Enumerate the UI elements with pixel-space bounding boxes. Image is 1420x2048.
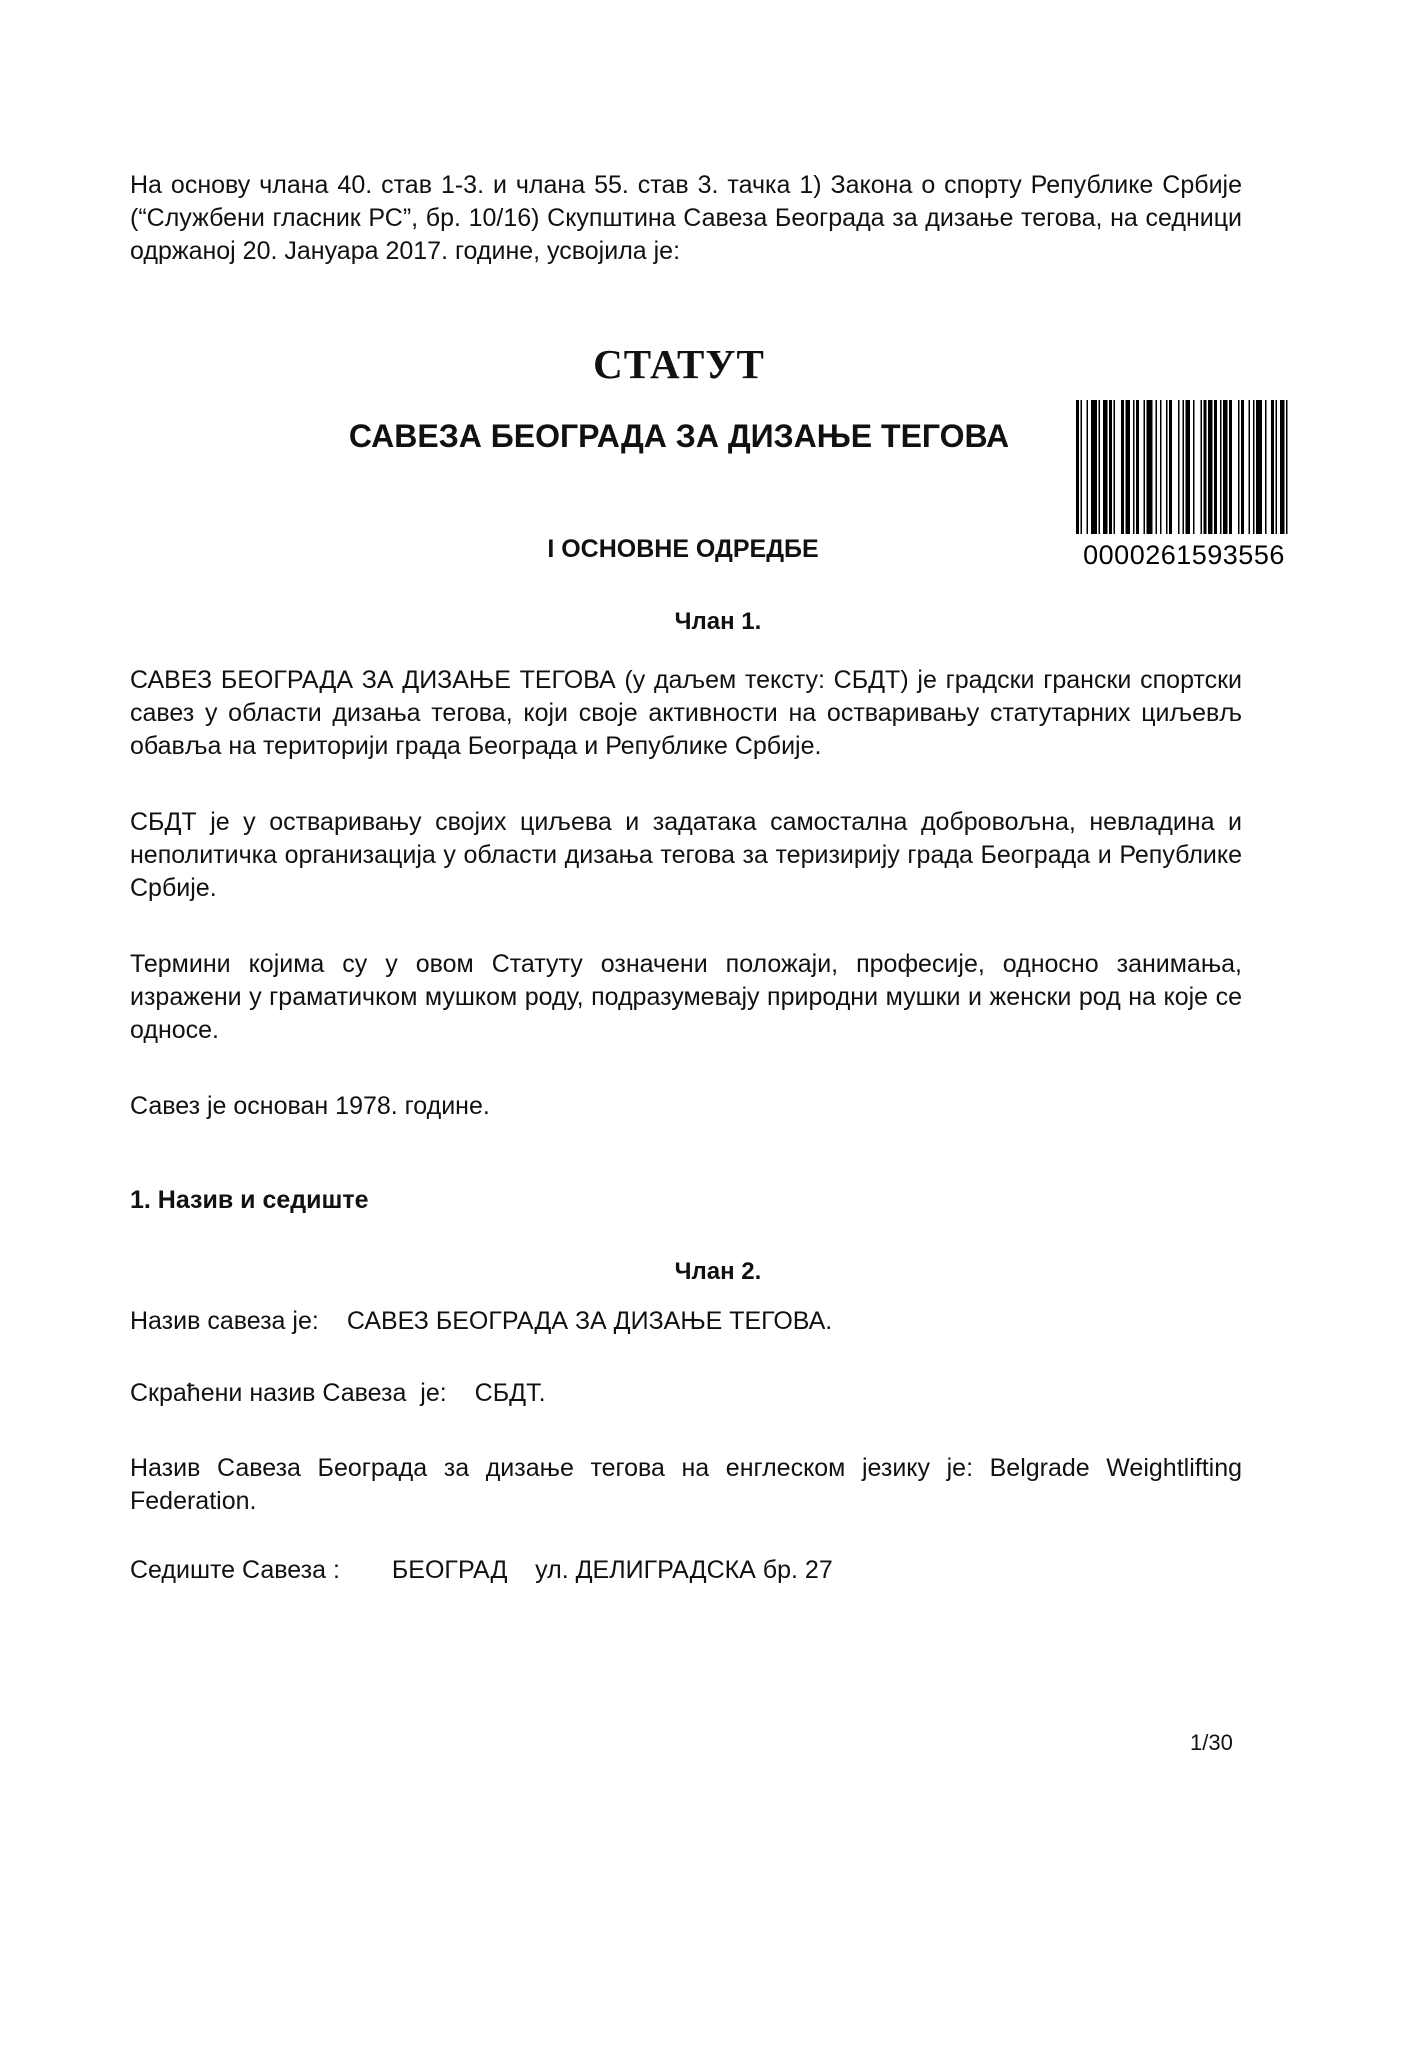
federation-name-value: САВЕЗ БЕОГРАДА ЗА ДИЗАЊЕ ТЕГОВА. [346,1307,833,1335]
barcode-bar [1229,400,1232,534]
barcode-bar [1280,400,1285,534]
barcode-bar [1238,400,1240,534]
barcode-bar [1193,400,1195,534]
seat-label: Седиште Савеза : [130,1556,340,1584]
short-name-value: СБДТ. [474,1379,546,1407]
barcode-bar [1256,400,1262,534]
short-name-row [130,1377,546,1410]
seat-value: БЕОГРАД ул. ДЕЛИГРАДСКА бр. 27 [391,1556,833,1584]
barcode-bar [1144,400,1146,534]
barcode-bar [1099,400,1101,534]
preamble-paragraph: На основу члана 40. став 1-3. и члана 55. став 3. тачка 1) Закона о спорту Републике Србије (“Службени гласник РС”, бр. 10/16) Скупштина Савеза Београда за дизање тегова, на седници одржаној 20. Јануара 2017. године, усвојила је: [130,171,1242,265]
barcode-bar [1091,400,1097,534]
article-1-label: Члан 1. [674,608,762,635]
barcode-bar [1220,400,1222,534]
barcode-bar [1160,400,1162,534]
barcode-bar [1271,400,1274,534]
section-heading: I ОСНОВНЕ ОДРЕДБЕ [547,535,819,563]
federation-name-label: Назив савеза је: [130,1307,319,1335]
barcode-bar [1114,400,1116,534]
barcode-bars [1074,400,1294,534]
seat-row [130,1554,833,1587]
barcode-bar [1121,400,1124,534]
barcode-bar [1286,400,1288,534]
barcode-bar [1276,400,1278,534]
article-1-paragraph: СБДТ је у остваривању својих циљева и задатака самостална добровољна, невладина и неполитичка организација у области дизања тегова за теризирију града Београда и Републике Србије. [130,808,1242,902]
barcode-bar [1109,400,1112,534]
barcode-bar [1166,400,1168,534]
barcode-bar [1214,400,1217,534]
barcode-bar [1136,400,1139,534]
article-1-paragraph: САВЕЗ БЕОГРАДА ЗА ДИЗАЊЕ ТЕГОВА (у даљем тексту: СБДТ) је градски грански спортски савез у области дизања тегова, који своје активности на остваривању статутарних циљевљ обавља на територији града Београда и Републике Србије. [130,666,1242,760]
barcode-bar [1076,400,1079,534]
barcode-bar [1223,400,1228,534]
document-subtitle: САВЕЗА БЕОГРАДА ЗА ДИЗАЊЕ ТЕГОВА [348,418,1010,454]
barcode-bar [1147,400,1153,534]
barcode-bar [1265,400,1267,534]
barcode-bar [1201,400,1203,534]
barcode-bar [1204,400,1207,534]
article-2-label: Члан 2. [674,1258,762,1285]
barcode-bar [1178,400,1180,534]
barcode-bar [1103,400,1108,534]
barcode-bar [1087,400,1089,534]
document-title: СТАТУТ [593,341,765,387]
barcode-bar [1241,400,1244,534]
article-1-paragraph: Термини којима су у овом Статуту означени положаји, професије, односно занимања, изражени у граматичком мушком роду, подразумевају природни мушки и женски род на које се односе. [130,950,1242,1044]
barcode-number: 0000261593556 [1083,540,1285,570]
barcode-bar [1183,400,1185,534]
federation-name-row [130,1305,832,1338]
page-number: 1/30 [1190,1730,1233,1755]
english-name-paragraph: Назив Савеза Београда за дизање тегова на енглеском језику је: Belgrade Weightlifting Federation. [130,1454,1242,1515]
short-name-label: Скраћени назив Савеза је: [130,1379,447,1407]
article-1-paragraph: Савез је основан 1978. године. [130,1092,490,1120]
barcode-bar [1133,400,1135,534]
barcode-bar [1126,400,1131,534]
barcode-bar [1156,400,1158,534]
barcode-bar [1208,400,1213,534]
barcode-bar [1081,400,1083,534]
chapter-heading: 1. Назив и седиште [130,1186,369,1214]
barcode-bar [1186,400,1191,534]
barcode-bar [1253,400,1255,534]
barcode-bar [1169,400,1172,534]
barcode-bar [1249,400,1251,534]
